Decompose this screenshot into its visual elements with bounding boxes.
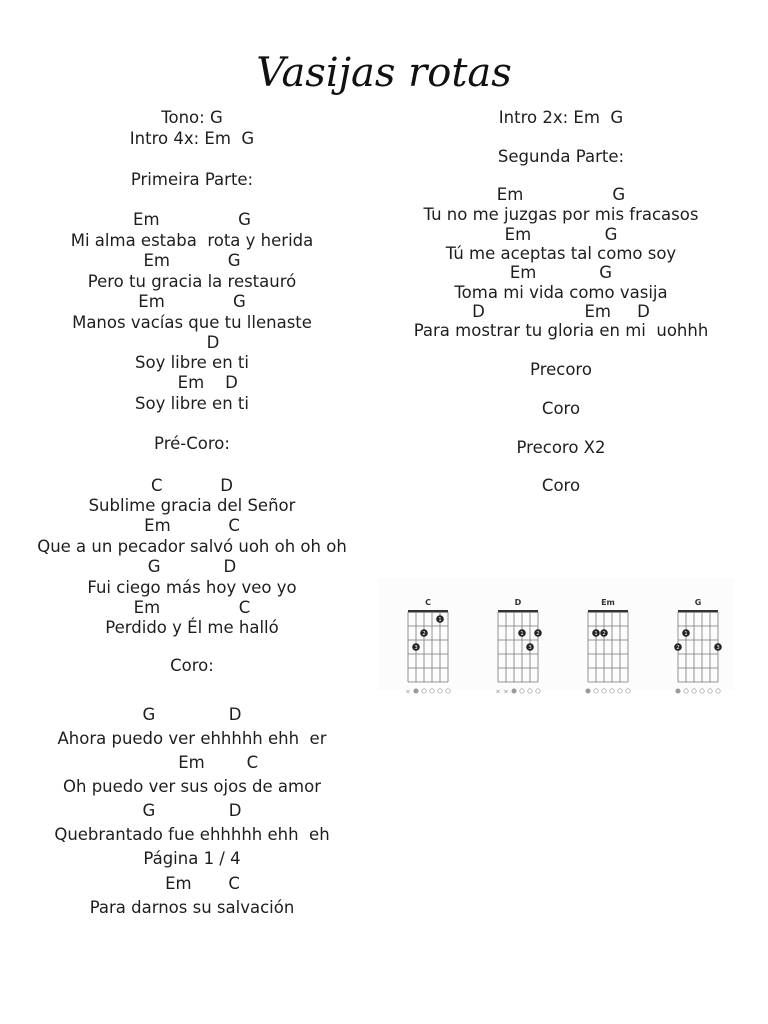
lyric-line: Coro <box>541 399 581 418</box>
lyric-line: Fui ciego más hoy veo yo <box>87 578 297 597</box>
lyric-line: Em G <box>504 225 618 244</box>
lyric-line: Ahora puedo ver ehhhhh ehh er <box>57 729 327 748</box>
chord-name: C <box>425 598 431 607</box>
lyric-line: Sublime gracia del Señor <box>88 496 296 515</box>
right-column <box>369 0 753 1024</box>
lyric-line: Quebrantado fue ehhhhh ehh eh <box>54 825 330 844</box>
lyric-line: Manos vacías que tu llenaste <box>72 313 312 332</box>
lyric-line: Em G <box>496 185 626 204</box>
song-title: Vasijas rotas <box>256 50 512 96</box>
chord-diagram-c <box>388 578 468 696</box>
svg-text:3: 3 <box>716 645 720 652</box>
svg-text:×: × <box>495 687 501 696</box>
chord-diagram-em <box>568 578 648 690</box>
lyric-line: Em C <box>125 753 259 772</box>
svg-text:3: 3 <box>528 645 532 652</box>
lyric-line: Coro: <box>170 656 214 675</box>
lyric-line: D <box>164 333 220 352</box>
lyric-line: Coro <box>541 476 581 495</box>
lyric-line: Página 1 / 4 <box>143 849 241 868</box>
lyric-line: Toma mi vida como vasija <box>454 283 668 302</box>
chord-name: Em <box>601 598 615 607</box>
lyric-line: Oh puedo ver sus ojos de amor <box>63 777 321 796</box>
lyric-line: Tono: G <box>161 108 223 127</box>
lyric-line: Em C <box>133 598 251 617</box>
svg-text:1: 1 <box>520 631 524 638</box>
lyric-line: Em G <box>143 251 241 270</box>
lyric-line: Precoro X2 <box>516 438 606 457</box>
lyric-line: Pero tu gracia la restauró <box>87 272 297 291</box>
lyric-line: D Em D <box>472 302 650 321</box>
lyric-line: Para mostrar tu gloria en mi uohhh <box>413 321 709 340</box>
lyric-line: Em G <box>509 263 613 282</box>
lyric-line: Tu no me juzgas por mis fracasos <box>423 205 699 224</box>
svg-text:3: 3 <box>414 645 418 652</box>
svg-text:2: 2 <box>676 645 680 652</box>
lyric-line: Pré-Coro: <box>154 434 230 453</box>
lyric-line: Intro 2x: Em G <box>498 108 624 127</box>
lyric-line: Primeira Parte: <box>130 170 254 189</box>
lyric-line: Precoro <box>530 360 592 379</box>
lyric-line: Segunda Parte: <box>497 147 625 166</box>
lyric-line: Para darnos su salvación <box>89 898 295 917</box>
svg-text:×: × <box>503 687 509 696</box>
lyric-line: Soy libre en ti <box>135 353 249 372</box>
chord-name: G <box>694 598 702 607</box>
lyric-line: Perdido y Él me halló <box>105 618 279 637</box>
chord-diagram-d <box>478 578 558 696</box>
lyric-line: G D <box>147 557 237 576</box>
lyric-line: Intro 4x: Em G <box>129 129 255 148</box>
lyric-line: Em C <box>144 874 240 893</box>
svg-text:1: 1 <box>594 631 598 638</box>
svg-text:1: 1 <box>684 631 688 638</box>
svg-text:1: 1 <box>438 617 442 624</box>
lyric-line: G D <box>142 705 242 724</box>
lyric-line: Em C <box>144 516 240 535</box>
lyric-line: Que a un pecador salvó uoh oh oh oh <box>37 537 347 556</box>
svg-text:×: × <box>405 687 411 696</box>
svg-text:2: 2 <box>602 631 606 638</box>
svg-text:2: 2 <box>536 631 540 638</box>
lyric-line: Em G <box>138 292 246 311</box>
chord-name: D <box>514 598 522 607</box>
svg-text:2: 2 <box>422 631 426 638</box>
lyric-line: C D <box>151 476 233 495</box>
lyric-line: Tú me aceptas tal como soy <box>445 244 677 263</box>
lyric-line: Em G <box>133 210 251 229</box>
lyric-line: Mi alma estaba rota y herida <box>70 231 314 250</box>
chord-diagrams <box>378 578 734 696</box>
lyric-line: G D <box>142 801 242 820</box>
lyric-line: Soy libre en ti <box>135 394 249 413</box>
lyric-line: Em D <box>146 373 238 392</box>
chord-diagram-g <box>658 578 738 690</box>
